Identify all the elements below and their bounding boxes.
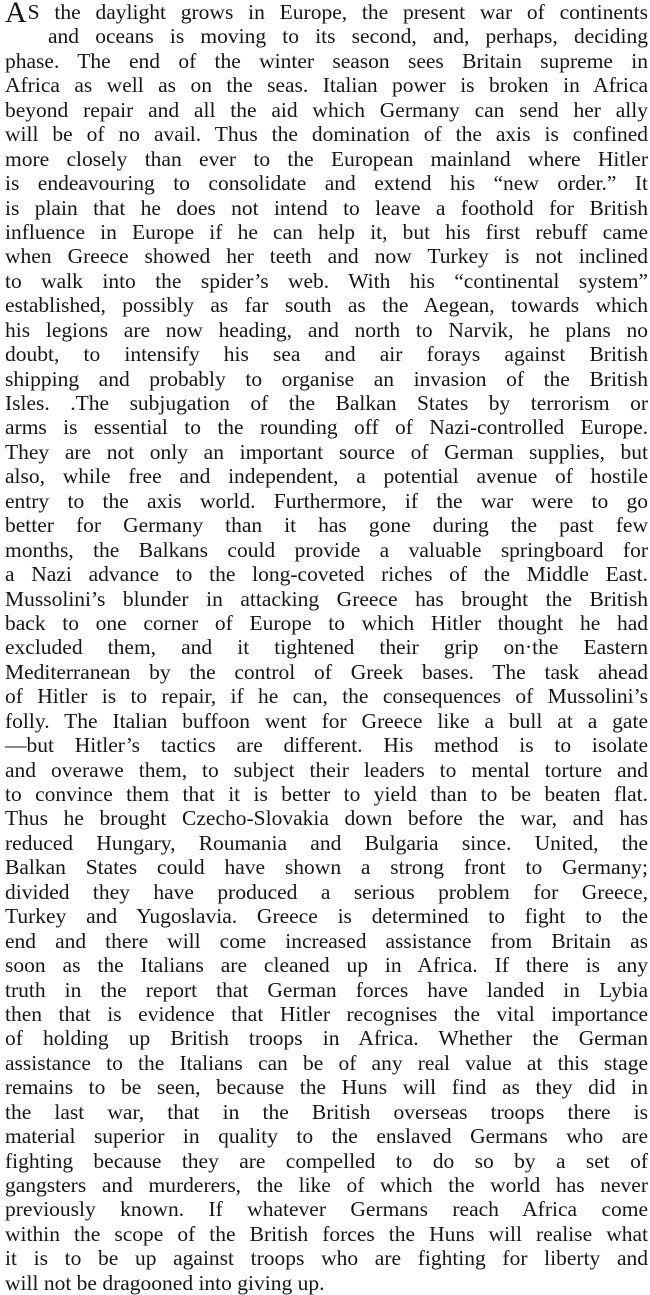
article-line-12: to walk into the spider’s web. With his “continental system” <box>5 268 648 293</box>
article-line-37: divided they have produced a serious problem for Greece, <box>5 879 648 904</box>
article-line-1 <box>5 0 648 29</box>
article-line-13: established, possibly as far south as the Aegean, towards which <box>5 293 648 318</box>
article-line-11: when Greece showed her teeth and now Turkey is not inclined <box>5 244 648 269</box>
article-line-34: Thus he brought Czecho-Slovakia down before the war, and has <box>5 806 648 831</box>
article-line-51: within the scope of the British forces the Huns will realise what <box>5 1221 648 1246</box>
article-line-39: end and there will come increased assistance from Britain as <box>5 928 648 953</box>
article-line-26: back to one corner of Europe to which Hitler thought he had <box>5 610 648 635</box>
drop-cap: A <box>5 0 27 29</box>
article-line-35: reduced Hungary, Roumania and Bulgaria since. United, the <box>5 830 648 855</box>
article-line-52: it is to be up against troops who are fighting for liberty and <box>5 1246 648 1271</box>
article-line-15: doubt, to intensify his sea and air forays against British <box>5 342 648 367</box>
article-line-20: also, while free and independent, a potential avenue of hostile <box>5 464 648 489</box>
article-line-22: better for Germany than it has gone during the past few <box>5 513 648 538</box>
article-line-31: —but Hitler’s tactics are different. His method is to isolate <box>5 733 648 758</box>
article-line-38: Turkey and Yugoslavia. Greece is determined to fight to the <box>5 904 648 929</box>
article-line-2: and oceans is moving to its second, and, perhaps, deciding <box>48 24 648 49</box>
article-line-53: will not be dragooned into giving up. <box>5 1270 325 1295</box>
article-line-42: then that is evidence that Hitler recognises the vital importance <box>5 1001 648 1026</box>
article-line-23: months, the Balkans could provide a valuable springboard for <box>5 537 648 562</box>
article-line-8: is endeavouring to consolidate and extend his “new order.” It <box>5 171 648 196</box>
article-line-24: a Nazi advance to the long-coveted riches of the Middle East. <box>5 562 648 587</box>
article-line-16: shipping and probably to organise an invasion of the British <box>5 366 648 391</box>
article-line-41: truth in the report that German forces have landed in Lybia <box>5 977 648 1002</box>
article-line-36: Balkan States could have shown a strong front to Germany; <box>5 855 648 880</box>
article-line-14: his legions are now heading, and north to Narvik, he plans no <box>5 317 648 342</box>
article-line-27: excluded them, and it tightened their grip on·the Eastern <box>5 635 648 660</box>
article-line-5: beyond repair and all the aid which Germany can send her ally <box>5 97 648 122</box>
article-line-25: Mussolini’s blunder in attacking Greece has brought the British <box>5 586 648 611</box>
article-line-30: folly. The Italian buffoon went for Greece like a bull at a gate <box>5 708 648 733</box>
article-line-44: assistance to the Italians can be of any real value at this stage <box>5 1050 648 1075</box>
article-line-6: will be of no avail. Thus the domination of the axis is confined <box>5 122 648 147</box>
article-line-9: is plain that he does not intend to leave a foothold for British <box>5 195 648 220</box>
article-line-43: of holding up British troops in Africa. Whether the German <box>5 1026 648 1051</box>
article-line-33: to convince them that it is better to yield than to be beaten flat. <box>5 782 648 806</box>
article-line-47: material superior in quality to the enslaved Germans who are <box>5 1124 648 1149</box>
article-line-17: Isles. .The subjugation of the Balkan States by terrorism or <box>5 391 648 415</box>
article-line-50: previously known. If whatever Germans reach Africa come <box>5 1197 648 1222</box>
article-line-19: They are not only an important source of German supplies, but <box>5 439 648 464</box>
article-column <box>5 0 648 1295</box>
article-line-1-text: S the daylight grows in Europe, the present war of continents <box>27 0 648 24</box>
article-line-49: gangsters and murderers, the like of which the world has never <box>5 1173 648 1197</box>
article-line-10: influence in Europe if he can help it, but his first rebuff came <box>5 219 648 244</box>
article-line-4: Africa as well as on the seas. Italian power is broken in Africa <box>5 73 648 98</box>
article-line-46: the last war, that in the British overseas troops there is <box>5 1099 648 1124</box>
article-line-21: entry to the axis world. Furthermore, if the war were to go <box>5 488 648 513</box>
article-line-48: fighting because they are compelled to do so by a set of <box>5 1148 648 1173</box>
article-line-40: soon as the Italians are cleaned up in Africa. If there is any <box>5 953 648 978</box>
article-line-18: arms is essential to the rounding off of Nazi-controlled Europe. <box>5 415 648 440</box>
article-line-28: Mediterranean by the control of Greek bases. The task ahead <box>5 659 648 684</box>
article-line-3: phase. The end of the winter season sees Britain supreme in <box>5 48 648 73</box>
article-line-7: more closely than ever to the European mainland where Hitler <box>5 146 648 171</box>
article-line-32: and overawe them, to subject their leaders to mental torture and <box>5 757 648 782</box>
article-line-45: remains to be seen, because the Huns will find as they did in <box>5 1075 648 1100</box>
article-line-29: of Hitler is to repair, if he can, the consequences of Mussolini’s <box>5 684 648 709</box>
